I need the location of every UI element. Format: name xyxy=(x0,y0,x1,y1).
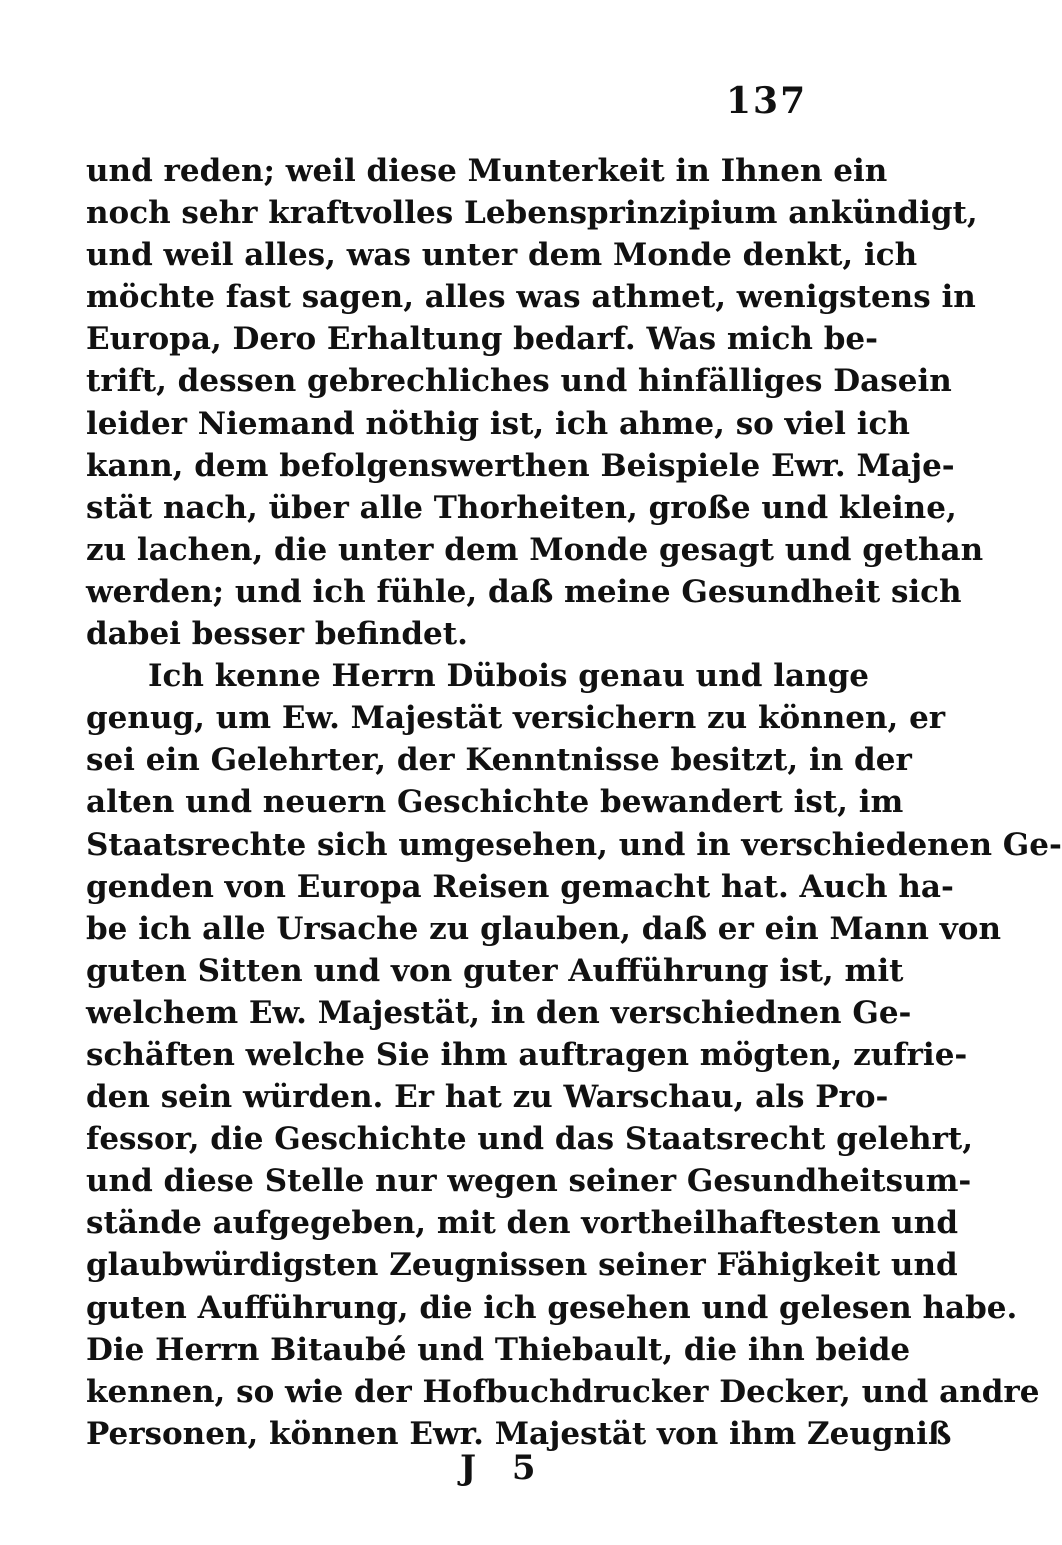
text-line: alten und neuern Geschichte bewandert ist, im xyxy=(86,784,904,821)
text-line: dabei besser befindet. xyxy=(86,616,468,653)
text-line: kann, dem befolgenswerthen Beispiele Ewr. Maje- xyxy=(86,447,955,484)
text-line: schäften welche Sie ihm auftragen mögten, zufrie- xyxy=(86,1036,968,1073)
signature-mark: J 5 xyxy=(460,1448,548,1488)
text-line: Europa, Dero Erhaltung bedarf. Was mich be- xyxy=(86,321,878,358)
paragraph-start-line: Ich kenne Herrn Dübois genau und lange xyxy=(148,658,870,695)
text-line: den sein würden. Er hat zu Warschau, als Pro- xyxy=(86,1079,889,1116)
text-line: noch sehr kraftvolles Lebensprinzipium ankündigt, xyxy=(86,195,978,232)
text-line: fessor, die Geschichte und das Staatsrecht gelehrt, xyxy=(86,1121,974,1158)
text-line: Personen, können Ewr. Majestät von ihm Zeugniß xyxy=(86,1415,952,1452)
text-line: genden von Europa Reisen gemacht hat. Auch ha- xyxy=(86,868,954,905)
text-line: be ich alle Ursache zu glauben, daß er ein Mann von xyxy=(86,910,1001,947)
text-line: zu lachen, die unter dem Monde gesagt und gethan xyxy=(86,531,984,568)
text-line: glaubwürdigsten Zeugnissen seiner Fähigkeit und xyxy=(86,1247,958,1284)
page-number: 137 xyxy=(726,80,808,122)
text-line: welchem Ew. Majestät, in den verschiednen Ge- xyxy=(86,994,912,1031)
text-line: Staatsrechte sich umgesehen, und in verschiedenen Ge- xyxy=(86,826,1062,863)
body-text xyxy=(86,150,1062,1455)
text-line: sei ein Gelehrter, der Kenntnisse besitzt, in der xyxy=(86,742,912,779)
text-line: werden; und ich fühle, daß meine Gesundheit sich xyxy=(86,573,962,610)
text-line: und diese Stelle nur wegen seiner Gesundheitsum- xyxy=(86,1163,972,1200)
text-line: stände aufgegeben, mit den vortheilhaftesten und xyxy=(86,1205,959,1242)
text-line: genug, um Ew. Majestät versichern zu können, er xyxy=(86,700,946,737)
text-line: Die Herrn Bitaubé und Thiebault, die ihn beide xyxy=(86,1331,911,1368)
text-line: leider Niemand nöthig ist, ich ahme, so viel ich xyxy=(86,405,910,442)
text-line: möchte fast sagen, alles was athmet, wenigstens in xyxy=(86,279,976,316)
text-line: stät nach, über alle Thorheiten, große und kleine, xyxy=(86,489,957,526)
text-line: guten Aufführung, die ich gesehen und gelesen habe. xyxy=(86,1289,1018,1326)
text-line: kennen, so wie der Hofbuchdrucker Decker, und andre xyxy=(86,1373,1040,1410)
text-line: trift, dessen gebrechliches und hinfälliges Dasein xyxy=(86,363,952,400)
text-line: und reden; weil diese Munterkeit in Ihnen ein xyxy=(86,153,888,189)
text-line: und weil alles, was unter dem Monde denkt, ich xyxy=(86,237,918,274)
text-line: guten Sitten und von guter Aufführung ist, mit xyxy=(86,952,904,989)
